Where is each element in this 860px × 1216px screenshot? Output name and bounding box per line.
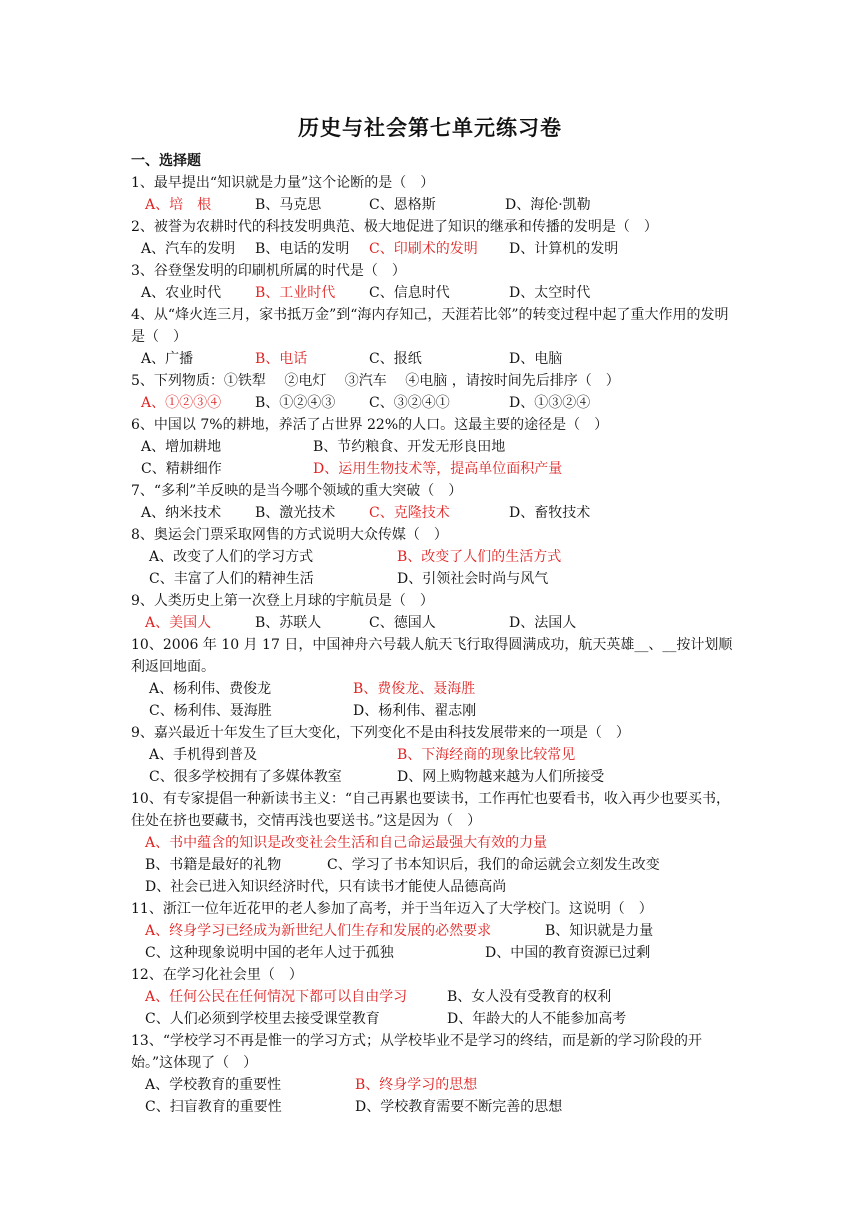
option[interactable]: C、信息时代	[369, 285, 450, 301]
question-9b: 9、嘉兴最近十年发生了巨大变化，下列变化不是由科技发展带来的一项是（ ）	[131, 725, 630, 741]
option[interactable]: C、丰富了人们的精神生活	[149, 571, 314, 587]
question-8-options-row1	[131, 546, 741, 568]
question-9b-options-row1	[131, 744, 741, 766]
page-title: 历史与社会第七单元练习卷	[298, 115, 562, 140]
option[interactable]: C、印刷术的发明	[369, 241, 478, 257]
option[interactable]: D、①③②④	[509, 395, 591, 411]
option[interactable]: D、中国的教育资源已过剩	[485, 945, 651, 961]
question-list	[131, 150, 741, 1118]
option[interactable]: D、社会已进入知识经济时代，只有读书才能使人品德高尚	[145, 879, 507, 895]
option[interactable]: C、德国人	[369, 615, 436, 631]
option[interactable]: A、①②③④	[141, 395, 222, 411]
question-6-options-row1	[131, 436, 741, 458]
option[interactable]: A、增加耕地	[141, 439, 222, 455]
question-12-options-row2	[131, 1008, 741, 1030]
option[interactable]: B、工业时代	[255, 285, 336, 301]
option[interactable]: A、广播	[141, 351, 194, 367]
option[interactable]: A、任何公民在任何情况下都可以自由学习	[145, 989, 408, 1005]
option[interactable]: A、纳米技术	[141, 505, 222, 521]
option[interactable]: A、汽车的发明	[141, 241, 236, 257]
question-13-options-row1	[131, 1074, 741, 1096]
option[interactable]: D、电脑	[509, 351, 563, 367]
question-2-options	[131, 238, 741, 260]
option[interactable]: C、杨利伟、聂海胜	[149, 703, 272, 719]
option[interactable]: B、终身学习的思想	[355, 1077, 478, 1093]
question-6: 6、中国以 7%的耕地，养活了占世界 22%的人口。这最主要的途径是（ ）	[131, 417, 609, 433]
option[interactable]: C、扫盲教育的重要性	[145, 1099, 282, 1115]
question-7-options	[131, 502, 741, 524]
question-12-options-row1	[131, 986, 741, 1008]
question-9: 9、人类历史上第一次登上月球的宇航员是（ ）	[131, 593, 434, 609]
option[interactable]: C、学习了书本知识后，我们的命运就会立刻发生改变	[327, 857, 660, 873]
option[interactable]: B、①②④③	[255, 395, 336, 411]
option[interactable]: B、费俊龙、聂海胜	[353, 681, 476, 697]
option[interactable]: A、农业时代	[141, 285, 222, 301]
option[interactable]: D、畜牧技术	[509, 505, 591, 521]
option[interactable]: B、马克思	[255, 197, 322, 213]
question-13: 13、“学校学习不再是惟一的学习方式；从学校毕业不是学习的终结，而是新的学习阶段的开始。”这体现了（ ）	[131, 1033, 702, 1071]
option[interactable]: B、激光技术	[255, 505, 336, 521]
option[interactable]: D、海伦·凯勒	[505, 197, 591, 213]
question-10b-options-bc	[131, 854, 741, 876]
option[interactable]: B、下海经商的现象比较常见	[397, 747, 576, 763]
question-1: 1、最早提出“知识就是力量”这个论断的是（ ）	[131, 175, 435, 191]
question-10-options-row1	[131, 678, 741, 700]
option[interactable]: D、杨利伟、翟志刚	[353, 703, 477, 719]
option[interactable]: D、计算机的发明	[509, 241, 619, 257]
question-8: 8、奥运会门票采取网售的方式说明大众传媒（ ）	[131, 527, 448, 543]
option[interactable]: A、书中蕴含的知识是改变社会生活和自己命运最强大有效的力量	[145, 835, 548, 851]
option[interactable]: D、引领社会时尚与风气	[397, 571, 549, 587]
question-9b-options-row2	[131, 766, 741, 788]
question-13-options-row2	[131, 1096, 741, 1118]
option[interactable]: C、克隆技术	[369, 505, 450, 521]
option[interactable]: A、杨利伟、费俊龙	[149, 681, 272, 697]
option[interactable]: B、苏联人	[255, 615, 322, 631]
question-8-options-row2	[131, 568, 741, 590]
question-5: 5、下列物质：①铁犁 ②电灯 ③汽车 ④电脑 ，请按时间先后排序（ ）	[131, 373, 620, 389]
question-2: 2、被誉为农耕时代的科技发明典范、极大地促进了知识的继承和传播的发明是（ ）	[131, 219, 658, 235]
option[interactable]: C、③②④①	[369, 395, 450, 411]
question-11: 11、浙江一位年近花甲的老人参加了高考，并于当年迈入了大学校门。这说明（ ）	[131, 901, 653, 917]
option[interactable]: C、这种现象说明中国的老年人过于孤独	[145, 945, 394, 961]
question-10b-option-d	[131, 876, 741, 898]
option[interactable]: C、精耕细作	[141, 461, 222, 477]
option[interactable]: D、网上购物越来越为人们所接受	[397, 769, 605, 785]
question-4: 4、从“烽火连三月，家书抵万金”到“海内存知己，天涯若比邻”的转变过程中起了重大作用的发明是（ ）	[131, 307, 729, 345]
option[interactable]: A、改变了人们的学习方式	[149, 549, 314, 565]
question-10b: 10、有专家提倡一种新读书主义：“自己再累也要读书，工作再忙也要看书，收入再少也要买书，住处在挤也要藏书，交情再浅也要送书。”这是因为（ ）	[131, 791, 730, 829]
question-11-options-row1	[131, 920, 741, 942]
option[interactable]: A、培 根	[145, 197, 212, 213]
option[interactable]: B、改变了人们的生活方式	[397, 549, 562, 565]
question-1-options	[131, 194, 741, 216]
question-12: 12、在学习化社会里（ ）	[131, 967, 303, 983]
question-10b-option-a	[131, 832, 741, 854]
option[interactable]: C、报纸	[369, 351, 422, 367]
option[interactable]: A、美国人	[145, 615, 212, 631]
option[interactable]: A、终身学习已经成为新世纪人们生存和发展的必然要求	[145, 923, 492, 939]
option[interactable]: B、书籍是最好的礼物	[145, 857, 282, 873]
question-7: 7、“多利”羊反映的是当今哪个领域的重大突破（ ）	[131, 483, 463, 499]
question-10: 10、2006 年 10 月 17 日，中国神舟六号载人航天飞行取得圆满成功，航天英雄__、__按计划顺利返回地面。	[131, 637, 733, 675]
option[interactable]: B、女人没有受教育的权利	[447, 989, 612, 1005]
option[interactable]: B、节约粮食、开发无形良田地	[313, 439, 506, 455]
option[interactable]: A、手机得到普及	[149, 747, 258, 763]
question-4-options	[131, 348, 741, 370]
question-3: 3、谷登堡发明的印刷机所属的时代是（ ）	[131, 263, 406, 279]
option[interactable]: D、法国人	[509, 615, 577, 631]
option[interactable]: D、学校教育需要不断完善的思想	[355, 1099, 563, 1115]
option[interactable]: D、太空时代	[509, 285, 591, 301]
question-6-options-row2	[131, 458, 741, 480]
option[interactable]: C、很多学校拥有了多媒体教室	[149, 769, 342, 785]
option[interactable]: B、电话的发明	[255, 241, 350, 257]
question-3-options	[131, 282, 741, 304]
option[interactable]: C、人们必须到学校里去接受课堂教育	[145, 1011, 380, 1027]
question-10-options-row2	[131, 700, 741, 722]
option[interactable]: B、电话	[255, 351, 308, 367]
option[interactable]: D、运用生物技术等，提高单位面积产量	[313, 461, 563, 477]
option[interactable]: C、恩格斯	[369, 197, 436, 213]
option[interactable]: B、知识就是力量	[545, 923, 654, 939]
option[interactable]: A、学校教育的重要性	[145, 1077, 282, 1093]
section-heading: 一、选择题	[131, 153, 201, 169]
question-11-options-row2	[131, 942, 741, 964]
question-9-options	[131, 612, 741, 634]
question-5-options	[131, 392, 741, 414]
option[interactable]: D、年龄大的人不能参加高考	[447, 1011, 627, 1027]
